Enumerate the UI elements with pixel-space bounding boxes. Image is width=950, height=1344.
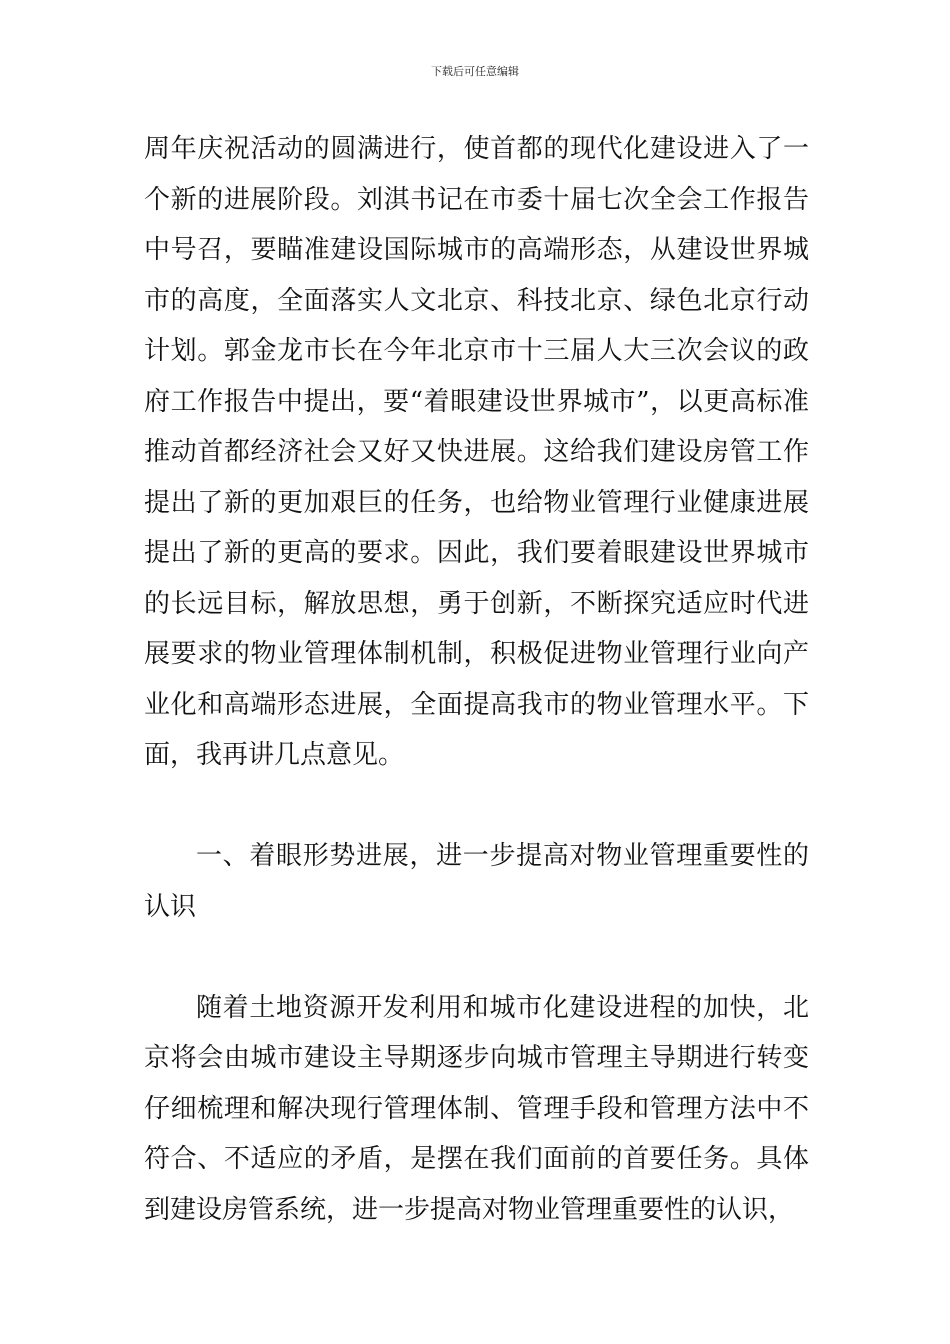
paragraph-gap xyxy=(144,932,809,983)
paragraph-gap xyxy=(144,781,809,832)
page-header: 下载后可任意编辑 xyxy=(431,65,519,78)
body-paragraph: 随着土地资源开发利用和城市化建设进程的加快，北京将会由城市建设主导期逐步向城市管理主导期进行转变仔细梳理和解决现行管理体制、管理手段和管理方法中不符合、不适应的矛盾，是摆在我们面前的首要任务。具体到建设房管系统，进一步提高对物业管理重要性的认识， xyxy=(144,992,809,1225)
section-heading: 一、着眼形势进展，进一步提高对物业管理重要性的认识 xyxy=(144,841,809,922)
document-body xyxy=(144,124,809,1235)
body-paragraph: 周年庆祝活动的圆满进行，使首都的现代化建设进入了一个新的进展阶段。刘淇书记在市委十届七次全会工作报告中号召，要瞄准建设国际城市的高端形态，从建设世界城市的高度，全面落实人文北京、科技北京、绿色北京行动计划。郭金龙市长在今年北京市十三届人大三次会议的政府工作报告中提出，要“着眼建设世界城市”，以更高标准推动首都经济社会又好又快进展。这给我们建设房管工作提出了新的更加艰巨的任务，也给物业管理行业健康进展提出了新的更高的要求。因此，我们要着眼建设世界城市的长远目标，解放思想，勇于创新，不断探究适应时代进展要求的物业管理体制机制，积极促进物业管理行业向产业化和高端形态进展，全面提高我市的物业管理水平。下面，我再讲几点意见。 xyxy=(144,134,809,770)
